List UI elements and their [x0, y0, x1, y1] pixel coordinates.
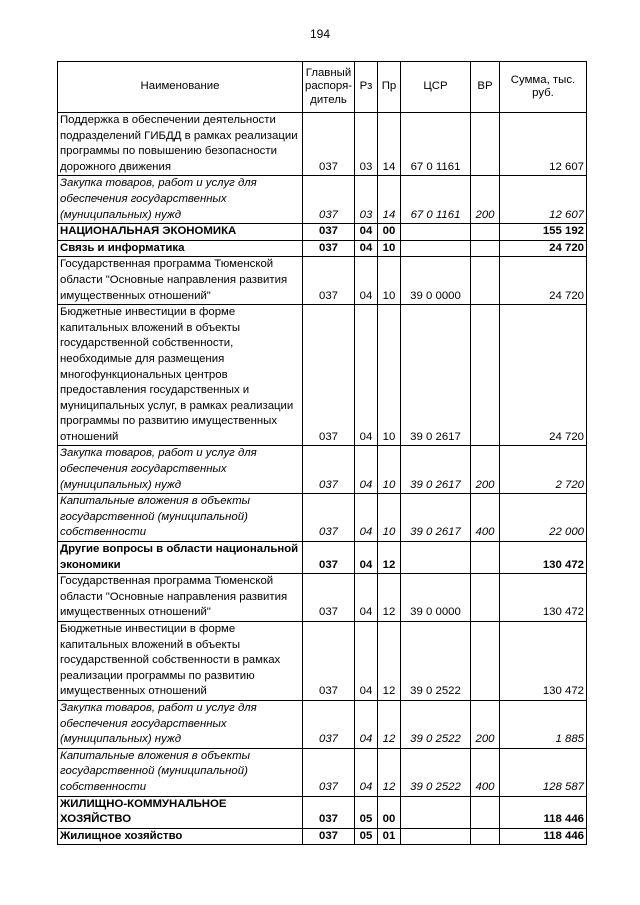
table-row [58, 828, 587, 845]
cell-csr [401, 240, 471, 257]
cell-vr [471, 305, 500, 446]
cell-csr: 39 0 2522 [401, 748, 471, 796]
cell-vr [471, 622, 500, 701]
table-row [58, 622, 587, 701]
cell-name: Другие вопросы в области национальной экономики [58, 542, 303, 574]
table-row [58, 224, 587, 241]
cell-name: Капитальные вложения в объекты государственной (муниципальной) собственности [58, 494, 303, 542]
cell-rz: 03 [355, 113, 378, 176]
cell-manager: 037 [303, 257, 355, 305]
table-row [58, 176, 587, 224]
cell-csr: 39 0 2617 [401, 494, 471, 542]
cell-vr: 200 [471, 446, 500, 494]
cell-sum: 128 587 [500, 748, 587, 796]
cell-vr [471, 240, 500, 257]
cell-sum: 118 446 [500, 796, 587, 828]
cell-pr: 12 [378, 542, 401, 574]
cell-pr: 10 [378, 446, 401, 494]
cell-name: Бюджетные инвестиции в форме капитальных вложений в объекты государственной собственности в рамках реализации программы по развитию имущественных отношений [58, 622, 303, 701]
cell-rz: 04 [355, 257, 378, 305]
cell-manager: 037 [303, 828, 355, 845]
table-row [58, 240, 587, 257]
cell-manager: 037 [303, 176, 355, 224]
cell-name: Связь и информатика [58, 240, 303, 257]
page-number: 194 [309, 27, 331, 41]
cell-rz: 04 [355, 494, 378, 542]
cell-manager: 037 [303, 446, 355, 494]
table-row [58, 748, 587, 796]
cell-name: Закупка товаров, работ и услуг для обеспечения государственных (муниципальных) нужд [58, 700, 303, 748]
cell-csr [401, 224, 471, 241]
table-row [58, 113, 587, 176]
cell-sum: 22 000 [500, 494, 587, 542]
table-row [58, 574, 587, 622]
cell-sum: 130 472 [500, 622, 587, 701]
header-sum: Сумма, тыс. руб. [500, 62, 587, 113]
cell-name: НАЦИОНАЛЬНАЯ ЭКОНОМИКА [58, 224, 303, 241]
cell-csr: 39 0 2617 [401, 305, 471, 446]
cell-sum: 24 720 [500, 305, 587, 446]
cell-manager: 037 [303, 748, 355, 796]
cell-rz: 05 [355, 828, 378, 845]
table-row [58, 700, 587, 748]
cell-manager: 037 [303, 224, 355, 241]
cell-name: Закупка товаров, работ и услуг для обеспечения государственных (муниципальных) нужд [58, 176, 303, 224]
cell-rz: 05 [355, 796, 378, 828]
table-row [58, 494, 587, 542]
header-rz: Рз [355, 62, 378, 113]
cell-csr: 67 0 1161 [401, 176, 471, 224]
cell-pr: 00 [378, 796, 401, 828]
cell-vr [471, 113, 500, 176]
cell-vr [471, 257, 500, 305]
cell-pr: 12 [378, 748, 401, 796]
cell-vr: 400 [471, 494, 500, 542]
cell-name: Жилищное хозяйство [58, 828, 303, 845]
cell-sum: 1 885 [500, 700, 587, 748]
table-row [58, 257, 587, 305]
cell-sum: 12 607 [500, 113, 587, 176]
table-row [58, 796, 587, 828]
cell-csr [401, 828, 471, 845]
header-pr: Пр [378, 62, 401, 113]
cell-manager: 037 [303, 542, 355, 574]
cell-pr: 10 [378, 494, 401, 542]
cell-name: Государственная программа Тюменской области "Основные направления развития имущественных отношений" [58, 257, 303, 305]
cell-manager: 037 [303, 113, 355, 176]
cell-rz: 04 [355, 224, 378, 241]
cell-rz: 04 [355, 622, 378, 701]
cell-vr [471, 796, 500, 828]
cell-sum: 130 472 [500, 574, 587, 622]
cell-vr [471, 828, 500, 845]
header-name: Наименование [58, 62, 303, 113]
cell-name: Закупка товаров, работ и услуг для обеспечения государственных (муниципальных) нужд [58, 446, 303, 494]
cell-pr: 14 [378, 113, 401, 176]
budget-table [57, 61, 587, 845]
cell-name: Бюджетные инвестиции в форме капитальных вложений в объекты государственной собственности, необходимые для размещения многофункциональных центров предоставления государственных и муниципальных услуг, в рамках реализации программы по развитию имущественных отношений [58, 305, 303, 446]
cell-pr: 12 [378, 574, 401, 622]
cell-rz: 04 [355, 574, 378, 622]
cell-vr: 200 [471, 176, 500, 224]
table-row [58, 446, 587, 494]
cell-manager: 037 [303, 622, 355, 701]
table-row [58, 542, 587, 574]
cell-sum: 155 192 [500, 224, 587, 241]
cell-vr [471, 542, 500, 574]
cell-manager: 037 [303, 700, 355, 748]
cell-manager: 037 [303, 574, 355, 622]
cell-rz: 03 [355, 176, 378, 224]
cell-vr [471, 224, 500, 241]
cell-csr [401, 542, 471, 574]
cell-pr: 10 [378, 305, 401, 446]
cell-rz: 04 [355, 700, 378, 748]
cell-rz: 04 [355, 542, 378, 574]
cell-sum: 24 720 [500, 240, 587, 257]
cell-sum: 12 607 [500, 176, 587, 224]
cell-csr: 39 0 0000 [401, 574, 471, 622]
cell-csr [401, 796, 471, 828]
header-csr: ЦСР [401, 62, 471, 113]
cell-name: Поддержка в обеспечении деятельности подразделений ГИБДД в рамках реализации программы по повышению безопасности дорожного движения [58, 113, 303, 176]
cell-vr [471, 574, 500, 622]
cell-sum: 24 720 [500, 257, 587, 305]
header-vr: ВР [471, 62, 500, 113]
cell-rz: 04 [355, 748, 378, 796]
cell-manager: 037 [303, 796, 355, 828]
cell-pr: 14 [378, 176, 401, 224]
cell-rz: 04 [355, 240, 378, 257]
cell-pr: 12 [378, 622, 401, 701]
cell-pr: 12 [378, 700, 401, 748]
cell-name: Государственная программа Тюменской области "Основные направления развития имущественных отношений" [58, 574, 303, 622]
cell-rz: 04 [355, 305, 378, 446]
cell-manager: 037 [303, 305, 355, 446]
cell-rz: 04 [355, 446, 378, 494]
cell-manager: 037 [303, 494, 355, 542]
header-row [58, 62, 587, 113]
cell-csr: 39 0 2522 [401, 700, 471, 748]
table-body [58, 113, 587, 845]
cell-pr: 10 [378, 257, 401, 305]
cell-csr: 39 0 2522 [401, 622, 471, 701]
cell-pr: 10 [378, 240, 401, 257]
cell-sum: 130 472 [500, 542, 587, 574]
cell-pr: 00 [378, 224, 401, 241]
cell-manager: 037 [303, 240, 355, 257]
cell-vr: 400 [471, 748, 500, 796]
cell-vr: 200 [471, 700, 500, 748]
cell-csr: 39 0 2617 [401, 446, 471, 494]
cell-csr: 67 0 1161 [401, 113, 471, 176]
cell-pr: 01 [378, 828, 401, 845]
table-row [58, 305, 587, 446]
cell-name: Капитальные вложения в объекты государственной (муниципальной) собственности [58, 748, 303, 796]
cell-sum: 118 446 [500, 828, 587, 845]
cell-csr: 39 0 0000 [401, 257, 471, 305]
cell-sum: 2 720 [500, 446, 587, 494]
header-manager: Главный распоря-дитель [303, 62, 355, 113]
cell-name: ЖИЛИЩНО-КОММУНАЛЬНОЕ ХОЗЯЙСТВО [58, 796, 303, 828]
